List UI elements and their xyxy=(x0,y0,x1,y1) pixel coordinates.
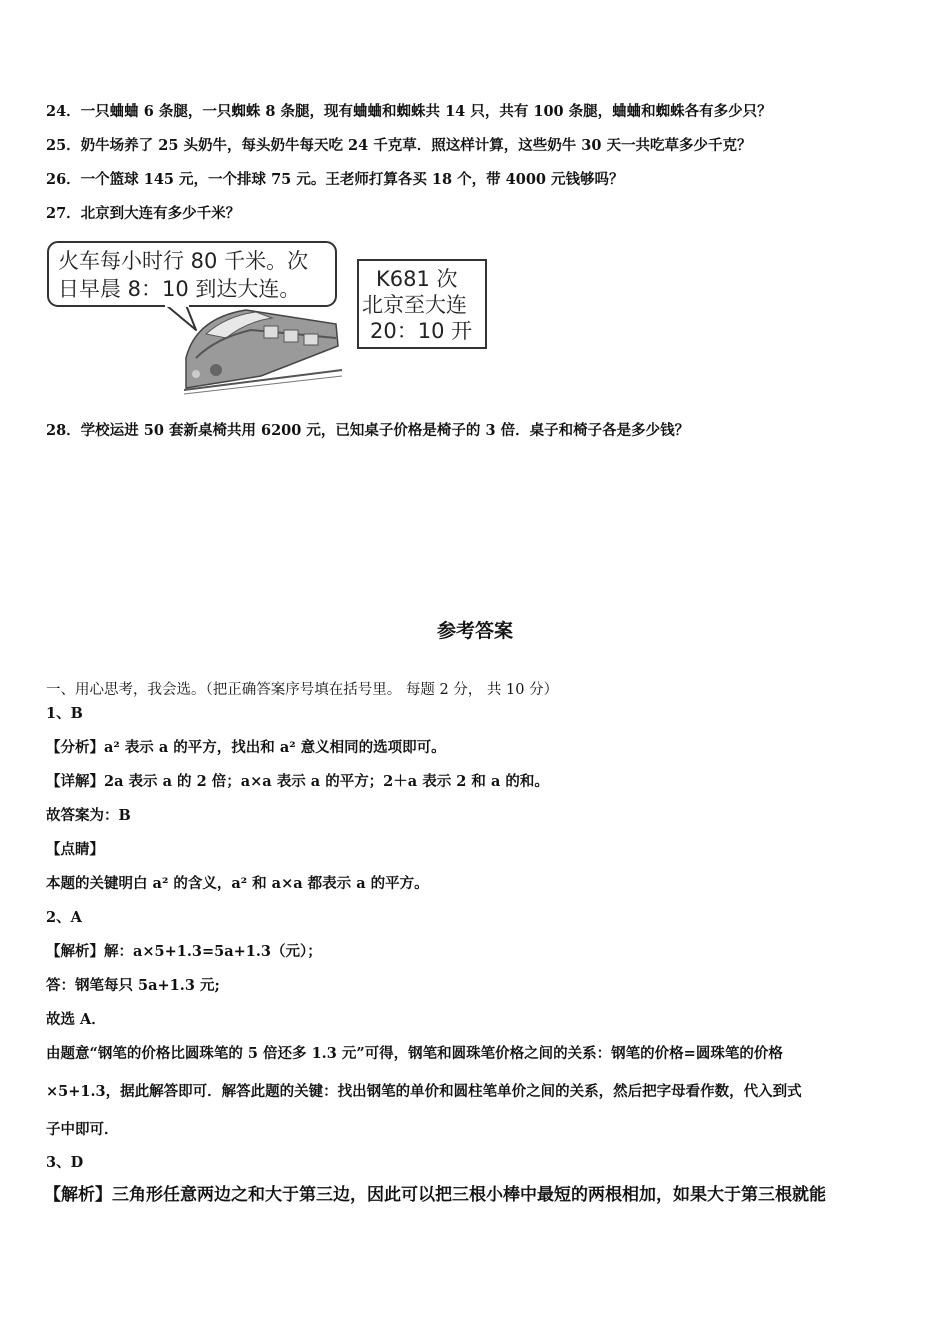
question-24: 24．一只蛐蛐 6 条腿，一只蜘蛛 8 条腿，现有蛐蛐和蜘蛛共 14 只，共有 100 条腿，蛐蛐和蜘蛛各有多少只？ xyxy=(46,103,772,120)
answer-2-answer: 答：钢笔每只 5a+1.3 元; xyxy=(46,977,220,994)
question-27: 27．北京到大连有多少千米？ xyxy=(46,205,241,222)
answer-1-conclusion: 故答案为：B xyxy=(46,807,131,824)
answer-2-analysis: 【解析】解：a×5+1.3=5a+1.3（元）； xyxy=(46,943,322,960)
answer-1-analysis: 【分析】a² 表示 a 的平方，找出和 a² 意义相同的选项即可。 xyxy=(46,739,446,756)
answer-2-explanation-2: ×5+1.3，据此解答即可．解答此题的关键：找出钢笔的单价和圆柱笔单价之间的关系，然后把字母看作数，代入到式 xyxy=(46,1083,802,1100)
answer-2-explanation-1: 由题意“钢笔的价格比圆珠笔的 5 倍还多 1.3 元”可得，钢笔和圆珠笔价格之间的关系：钢笔的价格=圆珠笔的价格 xyxy=(46,1045,783,1062)
sign-line-3: 20：10 开 xyxy=(370,319,473,343)
sign-line-1: K681 次 xyxy=(376,267,458,291)
bubble-line-1: 火车每小时行 80 千米。次 xyxy=(58,249,309,273)
sign-line-2: 北京至大连 xyxy=(362,293,467,317)
answer-1-detail: 【详解】2a 表示 a 的 2 倍；a×a 表示 a 的平方；2＋a 表示 2 和 a 的和。 xyxy=(46,773,549,790)
question-26: 26．一个篮球 145 元，一个排球 75 元。王老师打算各买 18 个，带 4000 元钱够吗？ xyxy=(46,171,624,188)
answer-3-analysis: 【解析】三角形任意两边之和大于第三边，因此可以把三根小棒中最短的两根相加，如果大于第三根就能 xyxy=(44,1185,826,1205)
answer-2: 2、A xyxy=(46,909,82,926)
bubble-line-2: 日早晨 8：10 到达大连。 xyxy=(58,277,301,301)
train-illustration xyxy=(46,238,496,398)
question-25: 25．奶牛场养了 25 头奶牛，每头奶牛每天吃 24 千克草．照这样计算，这些奶牛 30 天一共吃草多少千克？ xyxy=(46,137,752,154)
answers-title: 参考答案 xyxy=(436,620,513,642)
train-icon xyxy=(184,310,342,394)
answer-2-explanation-3: 子中即可． xyxy=(46,1121,119,1138)
answer-1-point-label: 【点睛】 xyxy=(46,841,104,858)
section-1-heading: 一、用心思考，我会选。（把正确答案序号填在括号里。 每题 2 分， 共 10 分） xyxy=(46,682,559,698)
answer-3: 3、D xyxy=(46,1154,84,1171)
schedule-sign xyxy=(358,260,486,348)
answer-1-point: 本题的关键明白 a² 的含义，a² 和 a×a 都表示 a 的平方。 xyxy=(46,875,429,892)
question-28: 28．学校运进 50 套新桌椅共用 6200 元，已知桌子价格是椅子的 3 倍．桌子和椅子各是多少钱？ xyxy=(46,422,690,439)
answer-1: 1、B xyxy=(46,705,83,722)
answer-2-choice: 故选 A． xyxy=(46,1011,106,1028)
